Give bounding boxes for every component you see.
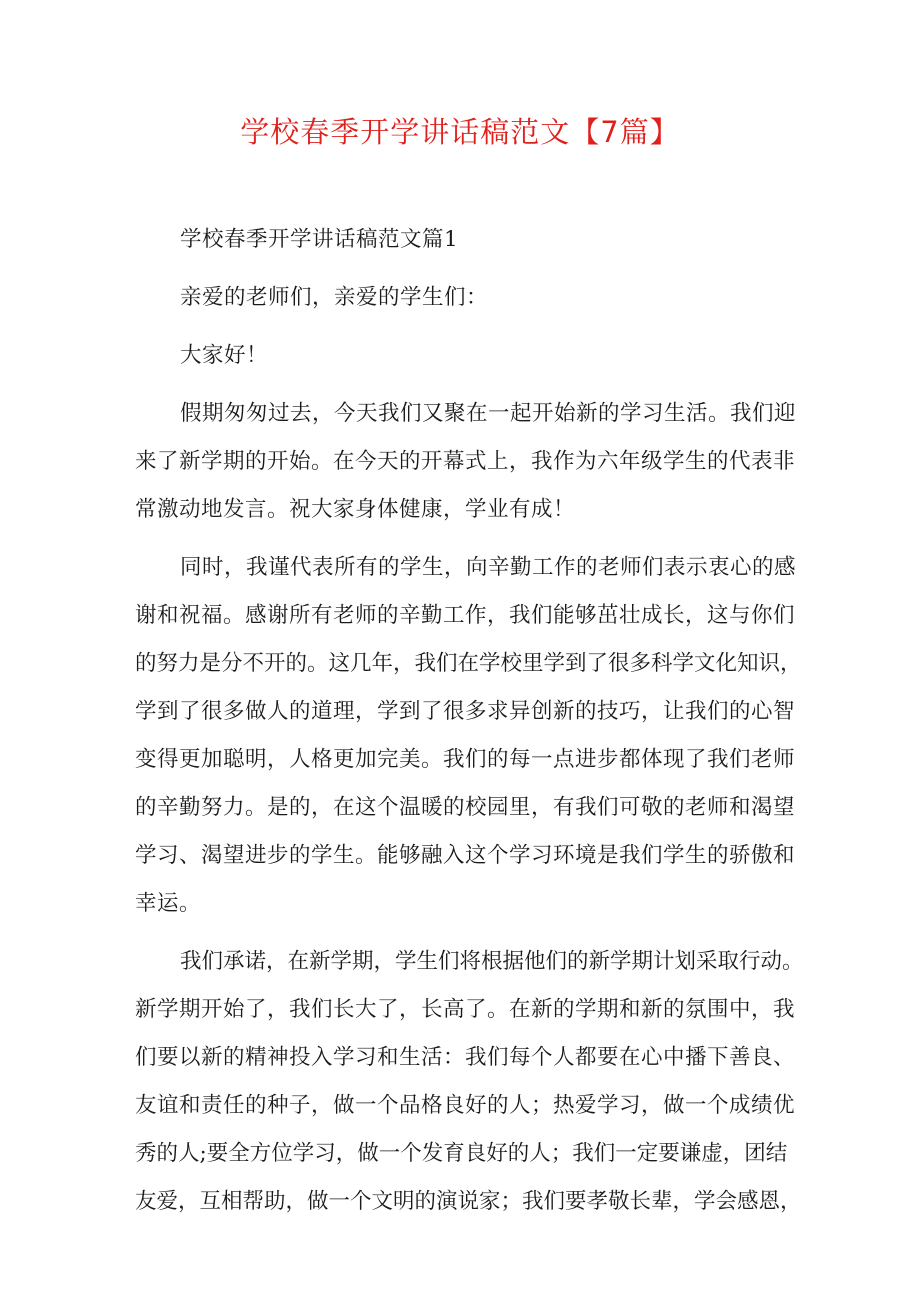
paragraph-line: 学习、渴望进步的学生。能够融入这个学习环境是我们学生的骄傲和	[135, 843, 796, 868]
paragraph-line: 谢和祝福。感谢所有老师的辛勤工作，我们能够茁壮成长，这与你们	[135, 603, 796, 628]
paragraph-2	[135, 544, 802, 928]
paragraph-line: 来了新学期的开始。在今天的开幕式上，我作为六年级学生的代表非	[135, 449, 796, 474]
paragraph-line: 们要以新的精神投入学习和生活：我们每个人都要在心中播下善良、	[135, 1045, 796, 1070]
paragraph-line: 友谊和责任的种子，做一个品格良好的人；热爱学习，做一个成绩优	[135, 1093, 796, 1118]
salutation: 亲爱的老师们，亲爱的学生们：	[180, 285, 489, 310]
paragraph-line: 变得更加聪明，人格更加完美。我们的每一点进步都体现了我们老师	[135, 747, 796, 772]
paragraph-line: 常激动地发言。祝大家身体健康，学业有成！	[135, 497, 576, 522]
paragraph-line: 的辛勤努力。是的，在这个温暖的校园里，有我们可敬的老师和渴望	[135, 795, 796, 820]
document-title: 学校春季开学讲话稿范文【7篇】	[240, 115, 680, 149]
paragraph-line: 同时，我谨代表所有的学生，向辛勤工作的老师们表示衷心的感	[180, 555, 797, 580]
paragraph-3	[135, 938, 804, 1226]
paragraph-line: 假期匆匆过去，今天我们又聚在一起开始新的学习生活。我们迎	[180, 401, 797, 426]
greeting: 大家好！	[180, 343, 269, 368]
paragraph-line: 秀的人;要全方位学习，做一个发育良好的人；我们一定要谦虚，团结	[135, 1141, 788, 1166]
paragraph-line: 友爱，互相帮助，做一个文明的演说家；我们要孝敬长辈，学会感恩，	[135, 1189, 802, 1214]
paragraph-line: 新学期开始了，我们长大了，长高了。在新的学期和新的氛围中，我	[135, 997, 796, 1022]
paragraph-1	[135, 390, 795, 534]
paragraph-line: 我们承诺，在新学期，学生们将根据他们的新学期计划采取行动。	[180, 949, 804, 974]
section-heading: 学校春季开学讲话稿范文篇1	[180, 227, 459, 252]
paragraph-line: 的努力是分不开的。这几年，我们在学校里学到了很多科学文化知识，	[135, 651, 802, 676]
paragraph-line: 幸运。	[135, 891, 202, 916]
document-body	[135, 216, 804, 1226]
paragraph-line: 学到了很多做人的道理，学到了很多求异创新的技巧，让我们的心智	[135, 699, 796, 724]
